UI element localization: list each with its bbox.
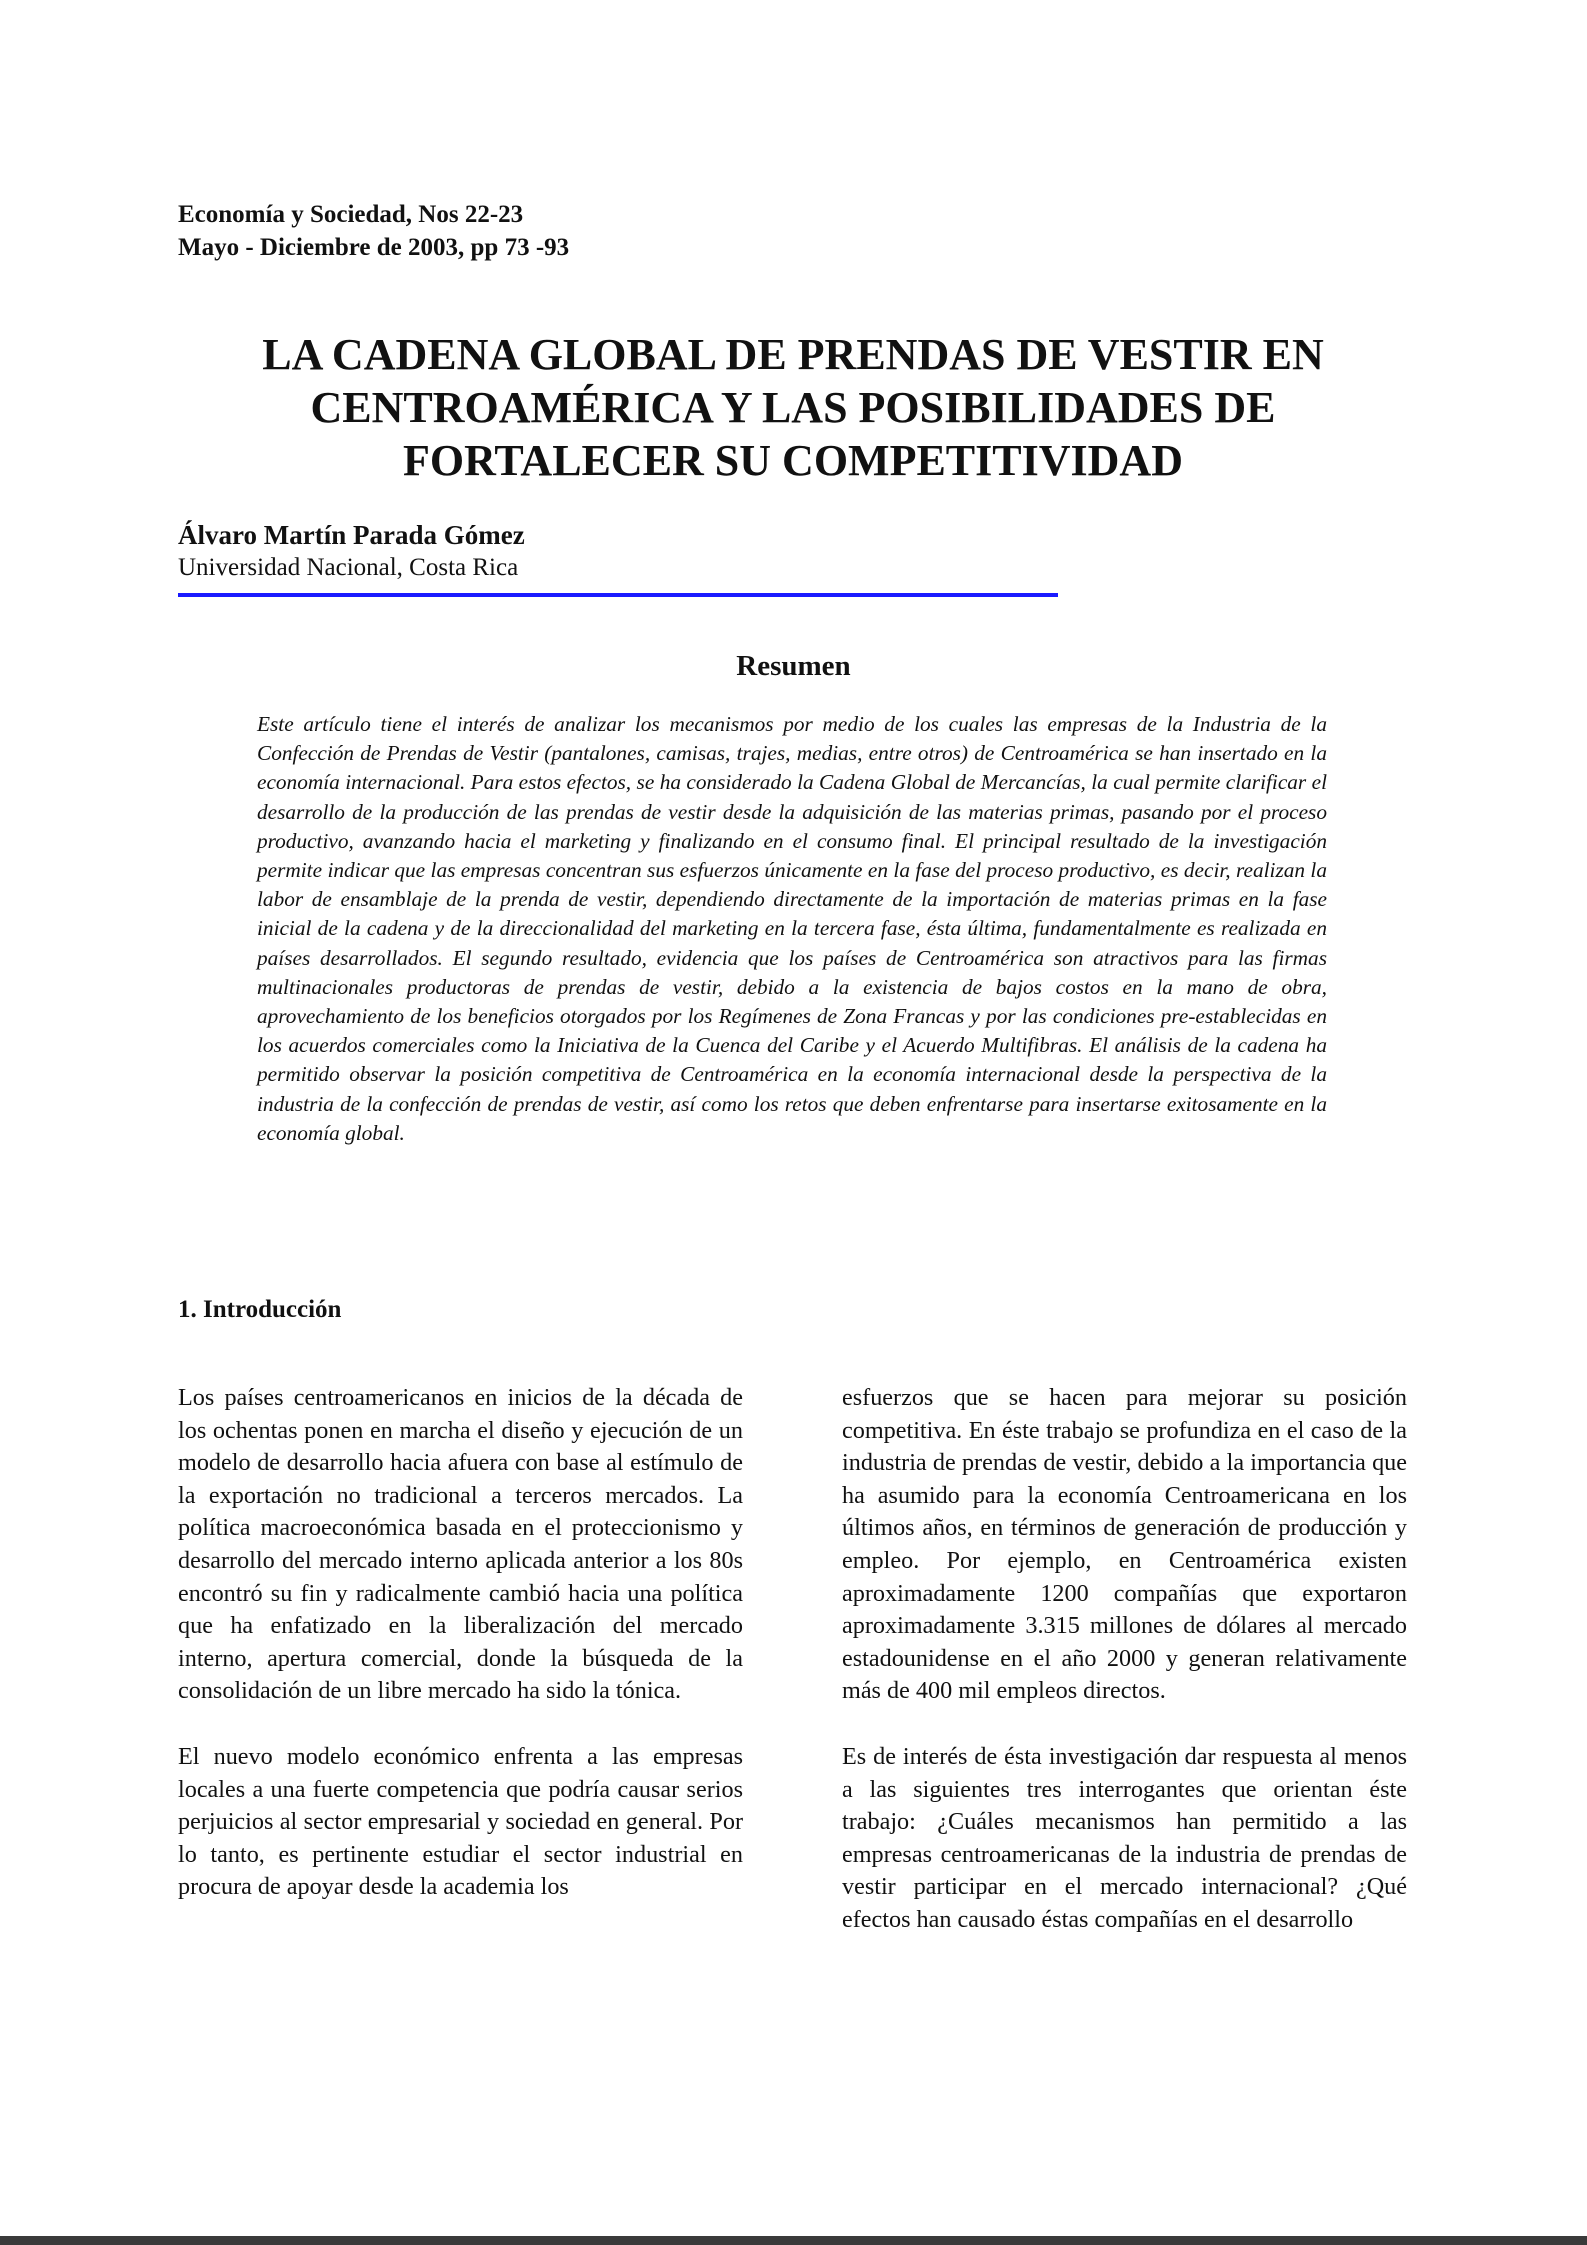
body-column-left <box>178 1382 743 1937</box>
body-column-right <box>842 1382 1407 1970</box>
title-line: LA CADENA GLOBAL DE PRENDAS DE VESTIR EN <box>262 330 1324 379</box>
section-heading: 1. Introducción <box>178 1296 342 1323</box>
paragraph: Es de interés de ésta investigación dar respuesta al menos a las siguientes tres interrogantes que orientan éste trabajo: ¿Cuáles mecanismos han permitido a las empresas centroamericanas de la industria de prendas de vestir participar en el mercado internacional? ¿Qué efectos han causado éstas compañías en el desarrollo <box>842 1742 1407 1933</box>
author-name: Álvaro Martín Parada Gómez <box>178 520 525 550</box>
abstract-heading: Resumen <box>736 650 851 682</box>
viewer-bottom-bar <box>0 2236 1587 2245</box>
author-affiliation: Universidad Nacional, Costa Rica <box>178 554 519 581</box>
paragraph: Los países centroamericanos en inicios de la década de los ochentas ponen en marcha el diseño y ejecución de un modelo de desarrollo hacia afuera con base al estímulo de la exportación no tradicional a terceros mercados. La política macroeconómica basada en el proteccionismo y desarrollo del mercado interno aplicada anterior a los 80s encontró su fin y radicalmente cambió hacia una política que ha enfatizado en la liberalización del mercado interno, apertura comercial, donde la búsqueda de la consolidación de un libre mercado ha sido la tónica. <box>178 1384 743 1705</box>
paragraph: esfuerzos que se hacen para mejorar su posición competitiva. En éste trabajo se profundiza en el caso de la industria de prendas de vestir, debido a la importancia que ha asumido para la economía Centroamericana en los últimos años, en términos de generación de producción y empleo. Por ejemplo, en Centroamérica existen aproximadamente 1200 compañías que exportaron aproximadamente 3.315 millones de dólares al mercado estadounidense en el año 2000 y generan relativamente más de 400 mil empleos directos. <box>842 1384 1407 1705</box>
header-divider <box>178 593 1058 597</box>
journal-date: Mayo - Diciembre de 2003, pp 73 -93 <box>178 234 570 261</box>
title-line: FORTALECER SU COMPETITIVIDAD <box>403 436 1183 485</box>
journal-name: Economía y Sociedad, Nos 22-23 <box>178 201 524 228</box>
journal-header <box>178 198 569 264</box>
title-line: CENTROAMÉRICA Y LAS POSIBILIDADES DE <box>310 383 1276 432</box>
paper-title <box>178 328 1408 487</box>
paragraph: El nuevo modelo económico enfrenta a las empresas locales a una fuerte competencia que podría causar serios perjuicios al sector empresarial y sociedad en general. Por lo tanto, es pertinente estudiar el sector industrial en procura de apoyar desde la academia los <box>178 1742 743 1901</box>
abstract-text: Este artículo tiene el interés de analizar los mecanismos por medio de los cuales las empresas de la Industria de la Confección de Prendas de Vestir (pantalones, camisas, trajes, medias, entre otros) de Centroamérica se han insertado en la economía internacional. Para estos efectos, se ha considerado la Cadena Global de Mercancías, la cual permite clarificar el desarrollo de la producción de las prendas de vestir desde la adquisición de las materias primas, pasando por el proceso productivo, avanzando hacia el marketing y finalizando en el consumo final. El principal resultado de la investigación permite indicar que las empresas concentran sus esfuerzos únicamente en la fase del proceso productivo, es decir, realizan la labor de ensamblaje de la prenda de vestir, dependiendo directamente de la importación de materias primas en la fase inicial de la cadena y de la direccionalidad del marketing en la tercera fase, ésta última, fundamentalmente es realizada en países desarrollados. El segundo resultado, evidencia que los países de Centroamérica son atractivos para las firmas multinacionales productoras de prendas de vestir, debido a la existencia de bajos costos en la mano de obra, aprovechamiento de los beneficios otorgados por los Regímenes de Zona Francas y por las condiciones pre-establecidas en los acuerdos comerciales como la Iniciativa de la Cuenca del Caribe y el Acuerdo Multifibras. El análisis de la cadena ha permitido observar la posición competitiva de Centroamérica en la economía internacional desde la perspectiva de la industria de la confección de prendas de vestir, así como los retos que deben enfrentarse para insertarse exitosamente en la economía global. <box>257 712 1327 1145</box>
